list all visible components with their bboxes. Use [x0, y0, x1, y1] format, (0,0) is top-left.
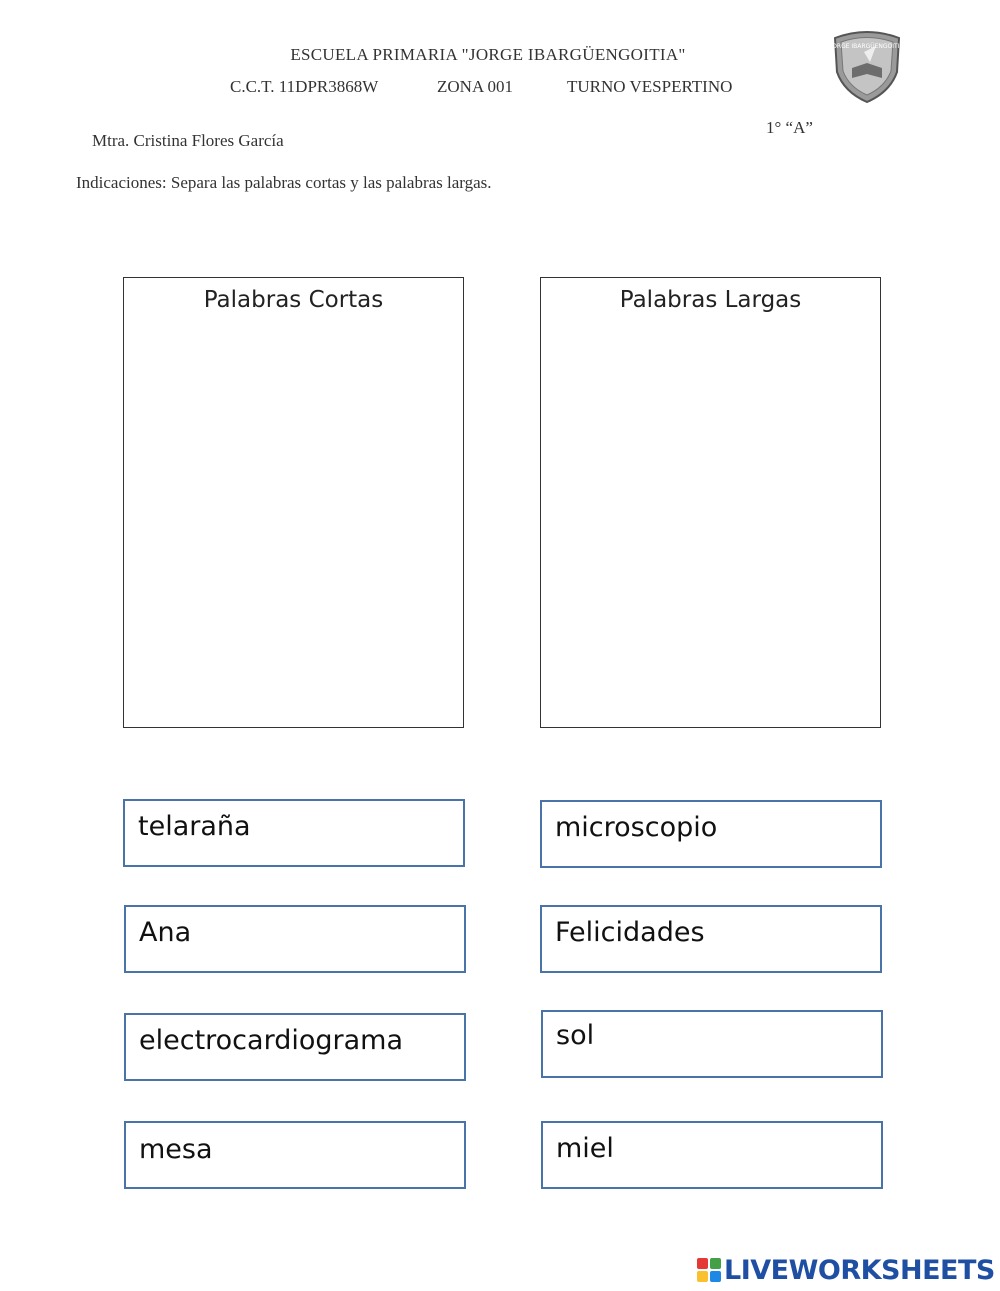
word-card[interactable]	[541, 1010, 883, 1078]
grade-label: 1° “A”	[766, 118, 813, 137]
word-label: telaraña	[138, 811, 251, 842]
column-title-largas: Palabras Largas	[619, 287, 802, 313]
drop-zone-cortas[interactable]	[123, 277, 464, 728]
word-card[interactable]	[124, 905, 466, 973]
word-label: mesa	[139, 1134, 213, 1165]
word-label: electrocardiograma	[139, 1025, 403, 1056]
word-card[interactable]	[123, 799, 465, 867]
word-card[interactable]	[124, 1121, 466, 1189]
word-card[interactable]	[541, 1121, 883, 1189]
zona-label: ZONA 001	[437, 77, 514, 96]
word-label: Felicidades	[555, 917, 705, 948]
instructions: Indicaciones: Separa las palabras cortas y las palabras largas.	[76, 173, 492, 192]
word-label: sol	[556, 1020, 595, 1051]
cct-code: C.C.T. 11DPR3868W	[230, 77, 379, 96]
drop-zone-largas[interactable]	[540, 277, 881, 728]
word-label: miel	[556, 1133, 614, 1164]
word-card[interactable]	[124, 1013, 466, 1081]
school-shield-logo	[830, 28, 904, 104]
word-label: microscopio	[555, 812, 718, 843]
school-name: ESCUELA PRIMARIA "JORGE IBARGÜENGOITIA"	[290, 45, 686, 64]
liveworksheets-brand: LIVEWORKSHEETS	[724, 1254, 995, 1286]
word-label: Ana	[139, 917, 192, 948]
logo-text: JORGE IBARGÜENGOITIA	[830, 43, 904, 50]
word-card[interactable]	[540, 800, 882, 868]
teacher-name: Mtra. Cristina Flores García	[92, 131, 284, 150]
word-card[interactable]	[540, 905, 882, 973]
turno-label: TURNO VESPERTINO	[567, 77, 733, 96]
liveworksheets-icon	[697, 1258, 721, 1282]
liveworksheets-logo[interactable]	[697, 1254, 995, 1286]
column-title-cortas: Palabras Cortas	[203, 287, 384, 313]
